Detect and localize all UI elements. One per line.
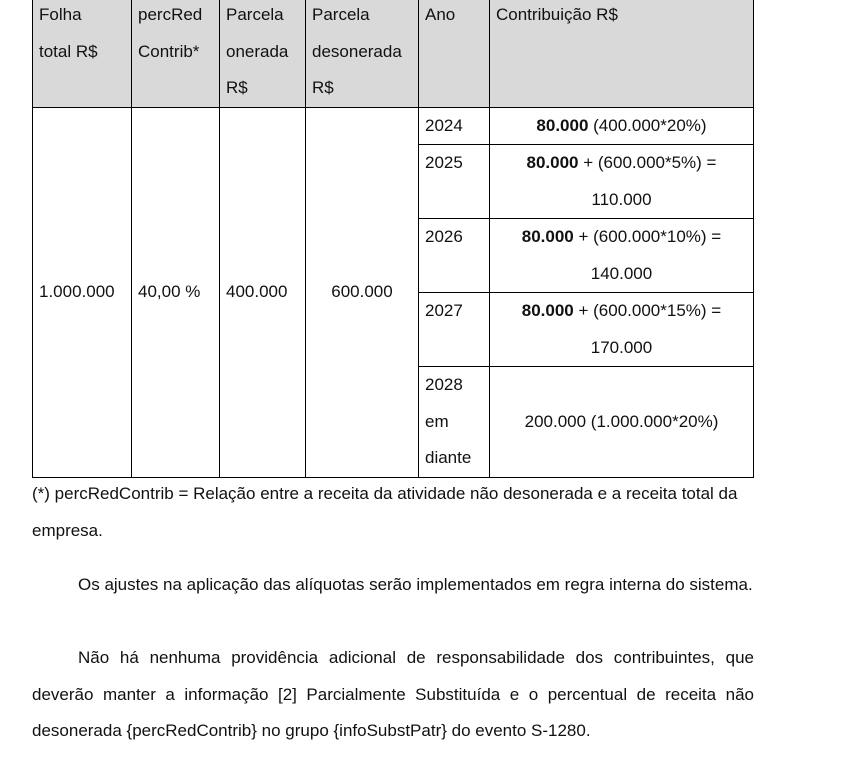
contribution-base: 80.000 [536,115,589,135]
header-ano: Ano [419,0,490,107]
contribution-result: 110.000 [591,189,652,209]
year-cell: 2025 [419,145,490,219]
header-contribuicao: Contribuição R$ [490,0,754,107]
header-folha-total: Folha total R$ [33,0,132,107]
contribution-base: 80.000 [521,301,574,320]
contribution-table [32,0,754,478]
contribution-result: 170.000 [590,337,653,357]
year-cell: 2026 [419,219,490,293]
header-perc-red-contrib: percRed Contrib* [132,0,220,107]
header-parcela-onerada: Parcela onerada R$ [220,0,306,107]
contribution-formula: + (600.000*10%) = [573,227,722,246]
year-cell: 2028 em diante [419,367,490,478]
table-row [33,107,754,145]
contribution-cell [490,367,754,478]
contribution-base: 80.000 [526,153,579,172]
folha-total-value: 1.000.000 [33,107,132,477]
contribution-result: 140.000 [590,263,653,283]
contribution-formula: + (600.000*5%) = [578,153,717,172]
table-header-row [33,0,754,107]
year-cell: 2024 [419,107,490,145]
contribution-cell [490,145,754,219]
contribution-cell [490,293,754,367]
contribution-formula: + (600.000*15%) = [573,301,722,320]
contribution-cell [490,107,754,145]
parcela-desonerada-value: 600.000 [306,107,419,477]
year-cell: 2027 [419,293,490,367]
header-parcela-desonerada: Parcela desonerada R$ [306,0,419,107]
paragraph-providencia: Não há nenhuma providência adicional de responsabilidade dos contribuintes, que deverão manter a informação [2] Parcialmente Substituída e o percentual de receita não desonerada {percRedContrib} no grupo {infoSubstPatr} do evento S-1280. [32,648,754,740]
contribution-formula: 200.000 (1.000.000*20%) [524,411,719,431]
perc-red-contrib-value: 40,00 % [132,107,220,477]
contribution-formula: (400.000*20%) [588,115,707,135]
parcela-onerada-value: 400.000 [220,107,306,477]
contribution-base: 80.000 [521,227,574,246]
table-footnote: (*) percRedContrib = Relação entre a receita da atividade não desonerada e a receita total da empresa. [32,484,738,540]
paragraph-aliquotas: Os ajustes na aplicação das alíquotas serão implementados em regra interna do sistema. [78,575,753,594]
contribution-cell [490,219,754,293]
